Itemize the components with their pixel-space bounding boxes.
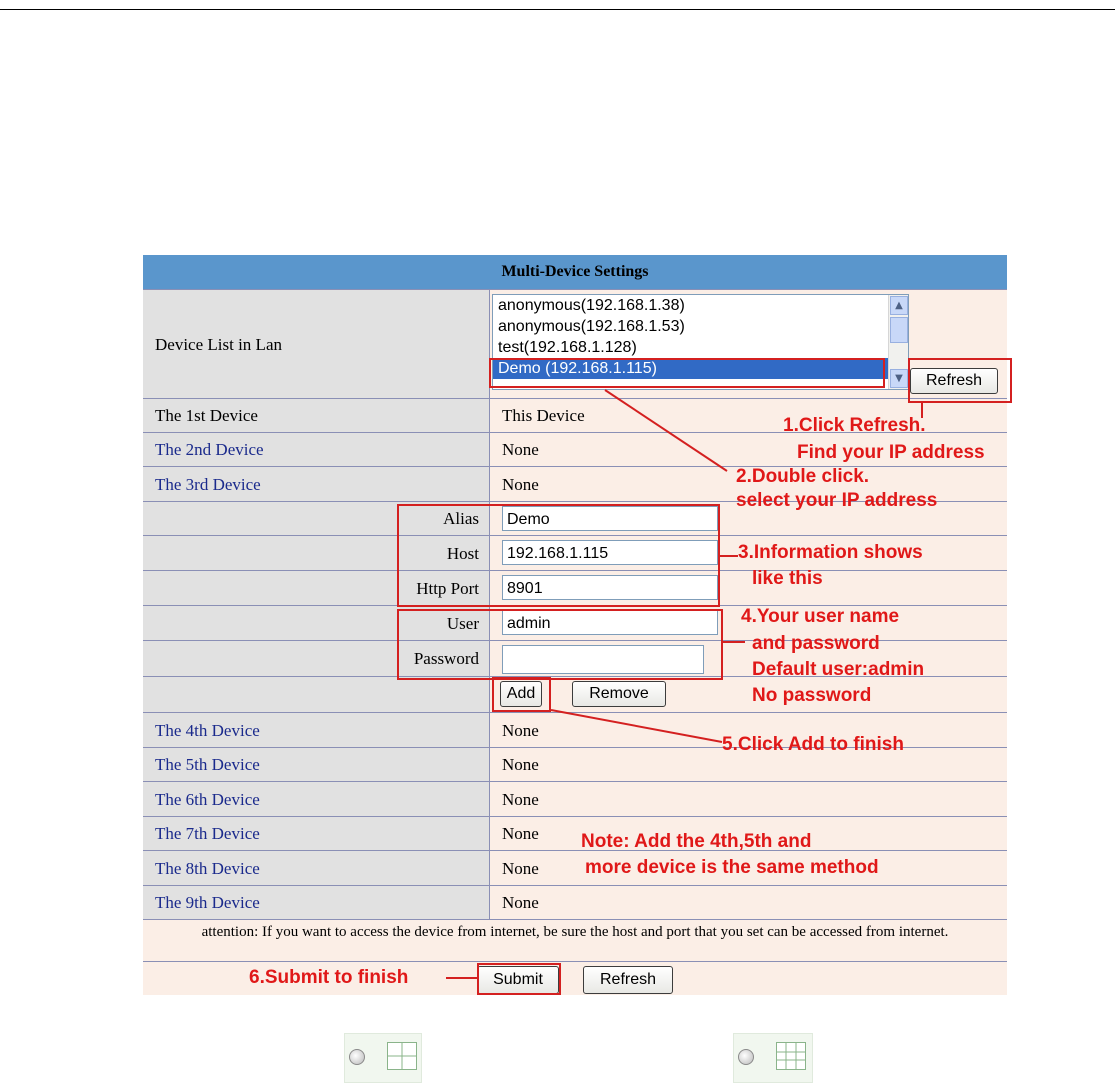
radio-icon[interactable] [738,1049,754,1065]
list-item[interactable]: test(192.168.1.128) [498,339,637,356]
user-label: User [446,613,479,633]
annotation-step4-line2: and password [752,633,880,654]
panel-title: Multi-Device Settings [143,255,1007,289]
alias-label: Alias [443,509,479,528]
device-label: The 1st Device [155,406,258,425]
device-label[interactable]: The 5th Device [155,755,260,774]
device-row-6 [143,781,1007,817]
port-input[interactable]: 8901 [502,575,718,600]
device-value: None [502,755,539,774]
device-value: None [502,720,539,740]
list-item[interactable]: anonymous(192.168.1.53) [498,318,685,335]
highlight-device-info [397,504,720,607]
highlight-refresh [908,358,1012,403]
highlight-selected-device [489,358,885,388]
device-label[interactable]: The 4th Device [155,720,260,740]
scroll-up-icon[interactable]: ▲ [890,296,908,315]
layout-option-2x2[interactable] [344,1033,422,1083]
device-label[interactable]: The 3rd Device [155,474,261,494]
alias-input[interactable]: Demo [502,506,718,531]
annotation-step1-line2: Find your IP address [797,442,985,463]
annotation-step2-line1: 2.Double click. [736,466,870,487]
refresh-button[interactable]: Refresh [583,966,673,994]
device-value: None [502,474,539,494]
list-scrollbar[interactable] [888,295,908,389]
device-label[interactable]: The 6th Device [155,789,260,809]
list-item[interactable]: anonymous(192.168.1.38) [498,297,685,314]
device-label[interactable]: The 2nd Device [155,440,264,459]
annotation-step2-line2: select your IP address [736,490,938,511]
user-input[interactable]: admin [502,610,718,635]
device-value: None [502,440,539,459]
device-value: This Device [502,406,585,425]
host-label: Host [446,543,479,563]
annotation-step6: 6.Submit to finish [249,967,409,988]
layout-option-3x3[interactable] [733,1033,813,1083]
remove-button[interactable]: Remove [572,681,666,707]
device-value: None [502,824,539,843]
add-remove-row [143,676,1007,713]
annotation-note-line2: more device is the same method [585,857,879,878]
page-top-rule [0,9,1115,10]
grid-3x3-icon [776,1042,806,1070]
refresh-list-button[interactable]: Refresh [910,368,998,394]
device-value: None [502,893,539,912]
submit-button[interactable]: Submit [477,966,559,994]
device-label[interactable]: The 9th Device [155,893,260,912]
device-value: None [502,789,539,809]
annotation-step4-line3: Default user:admin [752,659,925,680]
annotation-step5: 5.Click Add to finish [722,734,904,755]
annotation-note-line1: Note: Add the 4th,5th and [581,831,812,852]
device-list-label: Device List in Lan [155,334,282,354]
grid-2x2-icon [387,1042,417,1070]
device-label[interactable]: The 7th Device [155,824,260,843]
add-button[interactable]: Add [500,681,542,707]
annotation-step4-line1: 4.Your user name [741,606,900,627]
annotation-step1-line1: 1.Click Refresh. [783,415,926,436]
device-value: None [502,858,539,878]
device-label[interactable]: The 8th Device [155,858,260,878]
password-label: Password [413,649,479,668]
attention-note: attention: If you want to access the device from internet, be sure the host and port that you set can be accessed from internet. [143,919,1007,961]
annotation-step3-line1: 3.Information shows [738,542,923,563]
highlight-credentials [397,609,723,680]
highlight-submit [477,963,561,995]
device-row-9 [143,885,1007,920]
scroll-down-icon[interactable]: ▼ [890,369,908,388]
radio-icon[interactable] [349,1049,365,1065]
annotation-step4-line4: No password [752,685,872,706]
highlight-add [492,677,551,712]
port-label: Http Port [416,578,479,598]
list-item-selected[interactable]: Demo (192.168.1.115) [493,358,908,379]
annotation-step3-line2: like this [752,568,823,589]
host-input[interactable]: 192.168.1.115 [502,540,718,565]
scroll-thumb[interactable] [890,317,908,343]
device-row-7 [143,816,1007,851]
